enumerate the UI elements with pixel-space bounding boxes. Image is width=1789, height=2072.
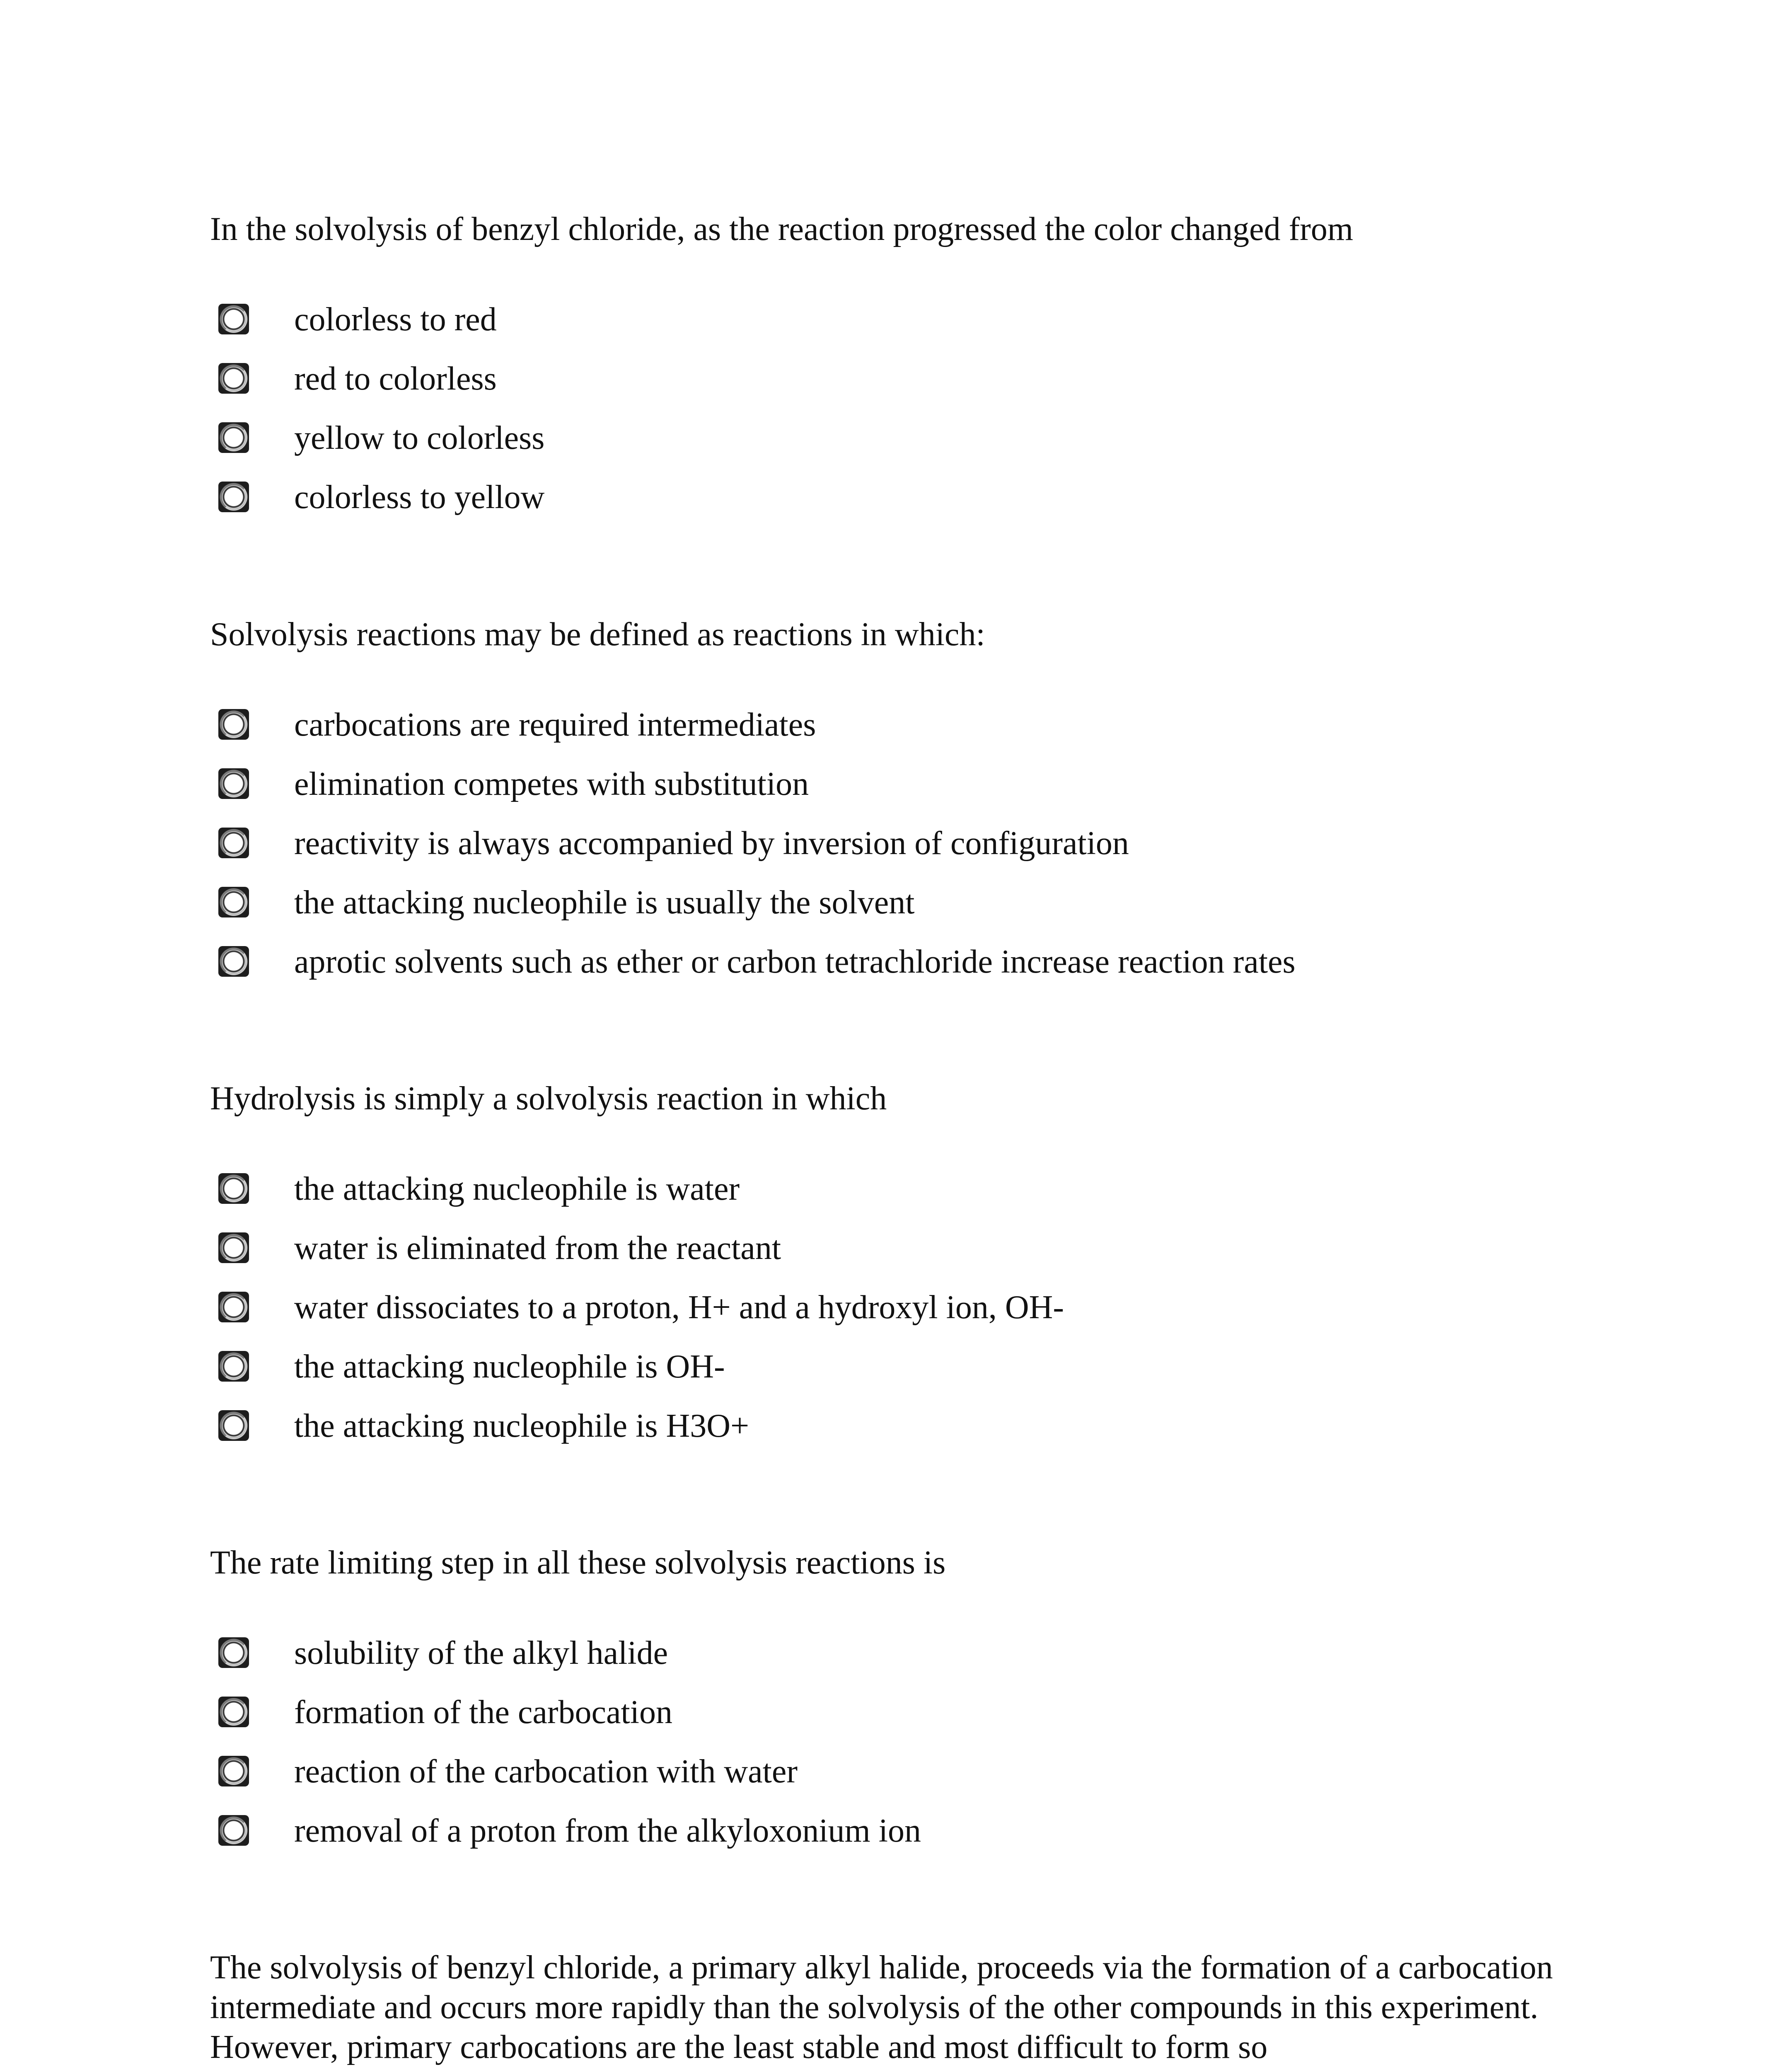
question-3-option[interactable] xyxy=(0,1339,1789,1399)
option-label: the attacking nucleophile is usually the solvent xyxy=(294,884,915,921)
radio-button[interactable] xyxy=(218,1292,249,1322)
question-4-option[interactable] xyxy=(0,1685,1789,1744)
radio-button[interactable] xyxy=(218,1815,249,1846)
option-label: elimination competes with substitution xyxy=(294,766,809,802)
option-label: removal of a proton from the alkyloxonium ion xyxy=(294,1813,921,1849)
question-4-option[interactable] xyxy=(0,1744,1789,1803)
option-label: red to colorless xyxy=(294,361,497,397)
question-4-prompt: The rate limiting step in all these solvolysis reactions is xyxy=(210,1544,946,1581)
option-label: water is eliminated from the reactant xyxy=(294,1230,781,1266)
radio-button[interactable] xyxy=(218,828,249,858)
option-label: reactivity is always accompanied by inversion of configuration xyxy=(294,825,1129,862)
radio-button[interactable] xyxy=(218,1637,249,1668)
question-3-option[interactable] xyxy=(0,1221,1789,1280)
question-4-option[interactable] xyxy=(0,1626,1789,1685)
radio-button[interactable] xyxy=(218,1697,249,1727)
radio-button[interactable] xyxy=(218,482,249,512)
question-2-prompt: Solvolysis reactions may be defined as reactions in which: xyxy=(210,616,985,653)
question-4-option[interactable] xyxy=(0,1803,1789,1863)
radio-button[interactable] xyxy=(218,1232,249,1263)
question-3-option[interactable] xyxy=(0,1162,1789,1221)
option-label: solubility of the alkyl halide xyxy=(294,1635,668,1671)
question-1-prompt: In the solvolysis of benzyl chloride, as the reaction progressed the color changed from xyxy=(210,211,1354,247)
option-label: colorless to yellow xyxy=(294,479,545,516)
question-3-prompt: Hydrolysis is simply a solvolysis reaction in which xyxy=(210,1080,887,1117)
question-1-option[interactable] xyxy=(0,292,1789,351)
radio-button[interactable] xyxy=(218,363,249,394)
question-2-option[interactable] xyxy=(0,697,1789,757)
radio-button[interactable] xyxy=(218,887,249,917)
radio-button[interactable] xyxy=(218,422,249,453)
question-2-option[interactable] xyxy=(0,875,1789,934)
radio-button[interactable] xyxy=(218,768,249,799)
question-1-option[interactable] xyxy=(0,411,1789,470)
radio-button[interactable] xyxy=(218,946,249,977)
option-label: the attacking nucleophile is H3O+ xyxy=(294,1408,749,1444)
option-label: reaction of the carbocation with water xyxy=(294,1753,798,1790)
option-label: aprotic solvents such as ether or carbon tetrachloride increase reaction rates xyxy=(294,944,1296,980)
radio-button[interactable] xyxy=(218,1756,249,1786)
option-label: water dissociates to a proton, H+ and a hydroxyl ion, OH- xyxy=(294,1289,1064,1326)
closing-paragraph: The solvolysis of benzyl chloride, a primary alkyl halide, proceeds via the formation of a carbocation intermediate and occurs more rapidly than the solvolysis of the other compounds in this experiment. However, primary carbocations are the least stable and most difficult to form so xyxy=(210,1949,1553,2065)
question-1-option[interactable] xyxy=(0,351,1789,411)
radio-button[interactable] xyxy=(218,1410,249,1441)
option-label: the attacking nucleophile is OH- xyxy=(294,1348,725,1385)
option-label: carbocations are required intermediates xyxy=(294,707,816,743)
radio-button[interactable] xyxy=(218,1351,249,1382)
radio-button[interactable] xyxy=(218,1173,249,1204)
question-1-option[interactable] xyxy=(0,470,1789,529)
option-label: colorless to red xyxy=(294,301,497,338)
question-2-option[interactable] xyxy=(0,934,1789,994)
option-label: the attacking nucleophile is water xyxy=(294,1171,740,1207)
question-3-option[interactable] xyxy=(0,1399,1789,1458)
option-label: formation of the carbocation xyxy=(294,1694,672,1731)
radio-button[interactable] xyxy=(218,304,249,334)
question-2-option[interactable] xyxy=(0,757,1789,816)
question-2-option[interactable] xyxy=(0,816,1789,875)
radio-button[interactable] xyxy=(218,709,249,740)
question-3-option[interactable] xyxy=(0,1280,1789,1339)
option-label: yellow to colorless xyxy=(294,420,545,456)
